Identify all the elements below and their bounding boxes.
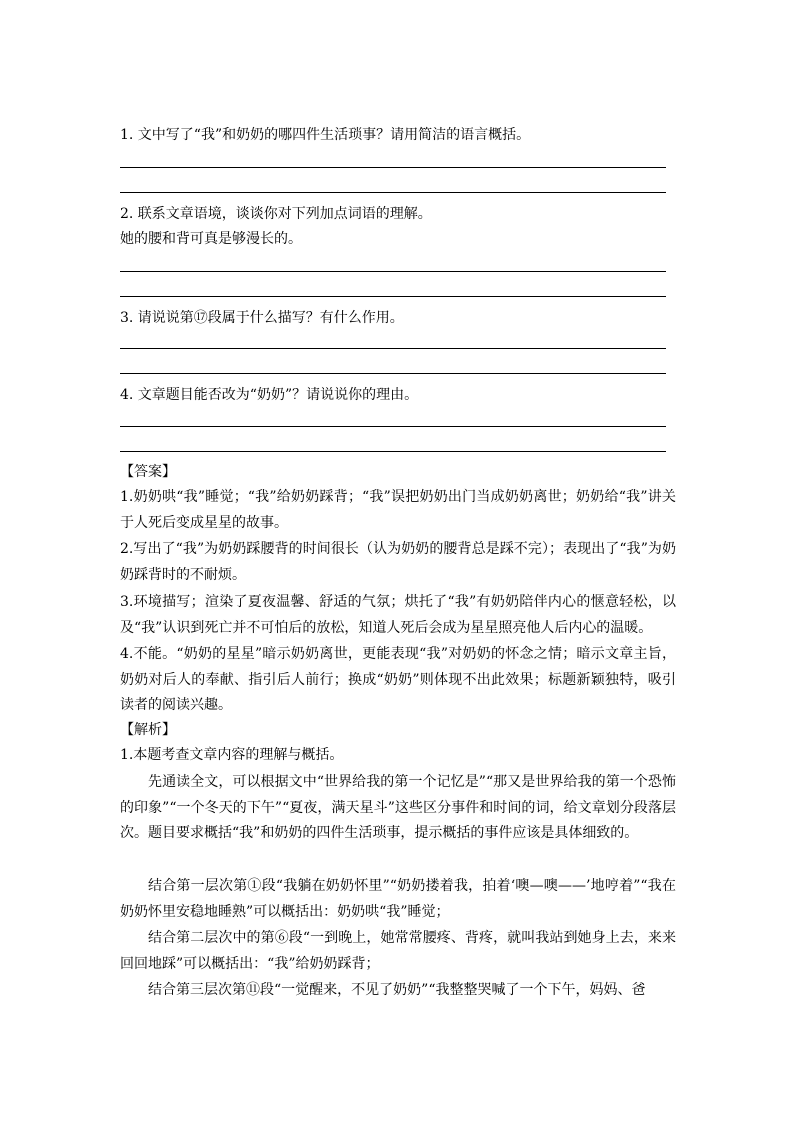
answer-line [120,271,666,272]
answer-line [120,451,666,452]
question-1: 1. 文中写了“我”和奶奶的哪四件生活琐事？请用简洁的语言概括。 [120,127,531,143]
analysis-paragraph-3: 结合第二层次中的第⑥段“一到晚上，她常常腰疼、背疼，就叫我站到她身上去，来来回回地踩”可以概括出：“我”给奶奶踩背； [120,930,676,972]
question-2-quote: 她的腰和背可真是够漫长的。 [120,231,302,247]
question-4: 4. 文章题目能否改为“奶奶”？请说说你的理由。 [120,387,419,403]
question-3: 3. 请说说第⑰段属于什么描写？有什么作用。 [120,310,404,326]
answer-item-3: 3.环境描写；渲染了夏夜温馨、舒适的气氛；烘托了“我”有奶奶陪伴内心的惬意轻松，以及“我”认识到死亡并不可怕后的放松，知道人死后会成为星星照亮他人后内心的温暖。 [120,594,676,636]
answer-line [120,348,666,349]
analysis-paragraph-2: 结合第一层次第①段“我躺在奶奶怀里”“奶奶搂着我，拍着‘噢—噢——’地哼着”“我在奶奶怀里安稳地睡熟”可以概括出：奶奶哄“我”睡觉； [120,878,676,920]
analysis-title: 1.本题考查文章内容的理解与概括。 [120,747,344,763]
analysis-heading: 【解析】 [120,722,176,738]
analysis-paragraph-4: 结合第三层次第⑪段“一觉醒来，不见了奶奶”“我整整哭喊了一个下午，妈妈、爸 [148,982,646,998]
answer-item-4: 4.不能。“奶奶的星星”暗示奶奶离世，更能表现“我”对奶奶的怀念之情；暗示文章主旨，奶奶对后人的奉献、指引后人前行；换成“奶奶”则体现不出此效果；标题新颖独特，吸引读者的阅读兴趣。 [120,646,676,713]
answer-heading: 【答案】 [120,464,176,480]
answer-item-1: 1.奶奶哄“我”睡觉；“我”给奶奶踩背；“我”误把奶奶出门当成奶奶离世；奶奶给“我”讲关于人死后变成星星的故事。 [120,489,676,531]
answer-line [120,167,666,168]
answer-line [120,296,666,297]
question-2: 2. 联系文章语境，谈谈你对下列加点词语的理解。 [120,206,432,222]
answer-line [120,373,666,374]
answer-line [120,192,666,193]
answer-line [120,426,666,427]
analysis-paragraph-1: 先通读全文，可以根据文中“世界给我的第一个记忆是”“那又是世界给我的第一个恐怖的印象”“一个冬天的下午”“夏夜，满天星斗”这些区分事件和时间的词，给文章划分段落层次。题目要求概括“我”和奶奶的四件生活琐事，提示概括的事件应该是具体细致的。 [120,774,676,841]
answer-item-2: 2.写出了“我”为奶奶踩腰背的时间很长（认为奶奶的腰背总是踩不完）；表现出了“我”为奶奶踩背时的不耐烦。 [120,541,676,583]
